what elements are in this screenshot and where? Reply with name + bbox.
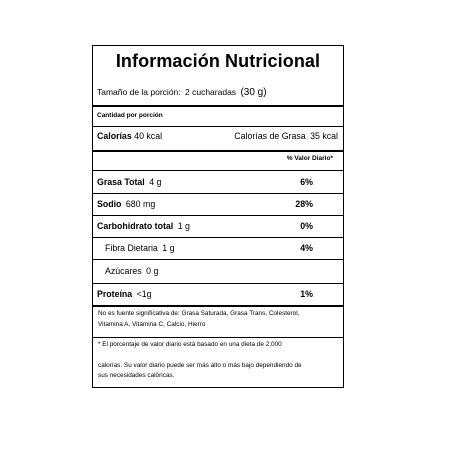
nutrient-amount: 1 g — [162, 243, 175, 253]
nutrient-row-dietary-fiber — [105, 243, 175, 253]
daily-value-header: % Valor Diario* — [286, 155, 333, 162]
calories-value: 40 kcal — [134, 131, 163, 141]
nutrient-name: Carbohidrato total — [97, 221, 174, 231]
calories-label: Calorías — [97, 131, 132, 141]
nutrient-name: Proteína — [97, 289, 133, 299]
divider — [93, 126, 343, 127]
amount-per-serving: Cantidad por porción — [97, 112, 163, 119]
nutrient-row-total-carbohydrate — [97, 221, 190, 231]
note-line: No es fuente significativa de: Grasa Saturada, Grasa Trans, Colesterol, — [98, 310, 300, 317]
divider — [93, 215, 343, 216]
note-line: Vitamina A, Vitamina C, Calcio, Hierro — [98, 320, 206, 328]
divider — [93, 150, 343, 152]
nutrient-daily-value: 4% — [300, 243, 313, 253]
nutrient-amount: 680 mg — [125, 199, 156, 209]
divider — [93, 237, 343, 238]
nutrient-name: Fibra Dietaria — [105, 243, 158, 253]
nutrient-daily-value: 28% — [295, 199, 313, 209]
footnote-line: calorías. Su valor diario puede ser más alto o más bajo dependiendo de — [98, 362, 302, 369]
divider — [93, 170, 343, 171]
footnote-line: * El porcentaje de valor diario está basado en una dieta de 2,000 — [98, 341, 282, 348]
nutrient-row-total-fat — [97, 177, 161, 187]
nutrient-daily-value: 0% — [300, 221, 313, 231]
nutrient-amount: <1g — [136, 289, 152, 299]
divider — [93, 283, 343, 284]
nutrient-daily-value: 1% — [300, 289, 313, 299]
calories-line — [97, 131, 162, 141]
divider — [93, 193, 343, 194]
serving-size-label: Tamaño de la porción: — [97, 87, 181, 97]
label-title: Información Nutricional — [115, 51, 321, 71]
daily-value-footnote — [98, 340, 339, 381]
fat-calories-label: Calorías de Grasa — [234, 131, 306, 141]
nutrient-daily-value: 6% — [300, 177, 313, 187]
nutrient-row-sugars — [105, 266, 158, 276]
nutrient-amount: 0 g — [146, 266, 159, 276]
serving-size-grams: (30 g) — [240, 87, 267, 98]
fat-calories-line — [234, 131, 338, 141]
serving-size-value: 2 cucharadas — [185, 87, 237, 97]
nutrition-facts-panel — [92, 45, 344, 388]
nutrient-row-protein — [97, 289, 152, 299]
nutrient-amount: 4 g — [149, 177, 162, 187]
fat-calories-value: 35 kcal — [310, 131, 338, 141]
nutrient-name: Grasa Total — [97, 177, 145, 187]
divider — [93, 305, 343, 307]
divider — [93, 337, 343, 338]
divider — [93, 259, 343, 260]
nutrient-name: Sodio — [97, 199, 122, 209]
nutrient-row-sodium — [97, 199, 155, 209]
footnote-line: sus necesidades calóricas. — [98, 372, 175, 379]
not-significant-source-note — [98, 309, 339, 330]
serving-size — [97, 87, 267, 98]
nutrient-amount: 1 g — [177, 221, 190, 231]
divider — [93, 105, 343, 107]
nutrient-name: Azúcares — [105, 266, 142, 276]
